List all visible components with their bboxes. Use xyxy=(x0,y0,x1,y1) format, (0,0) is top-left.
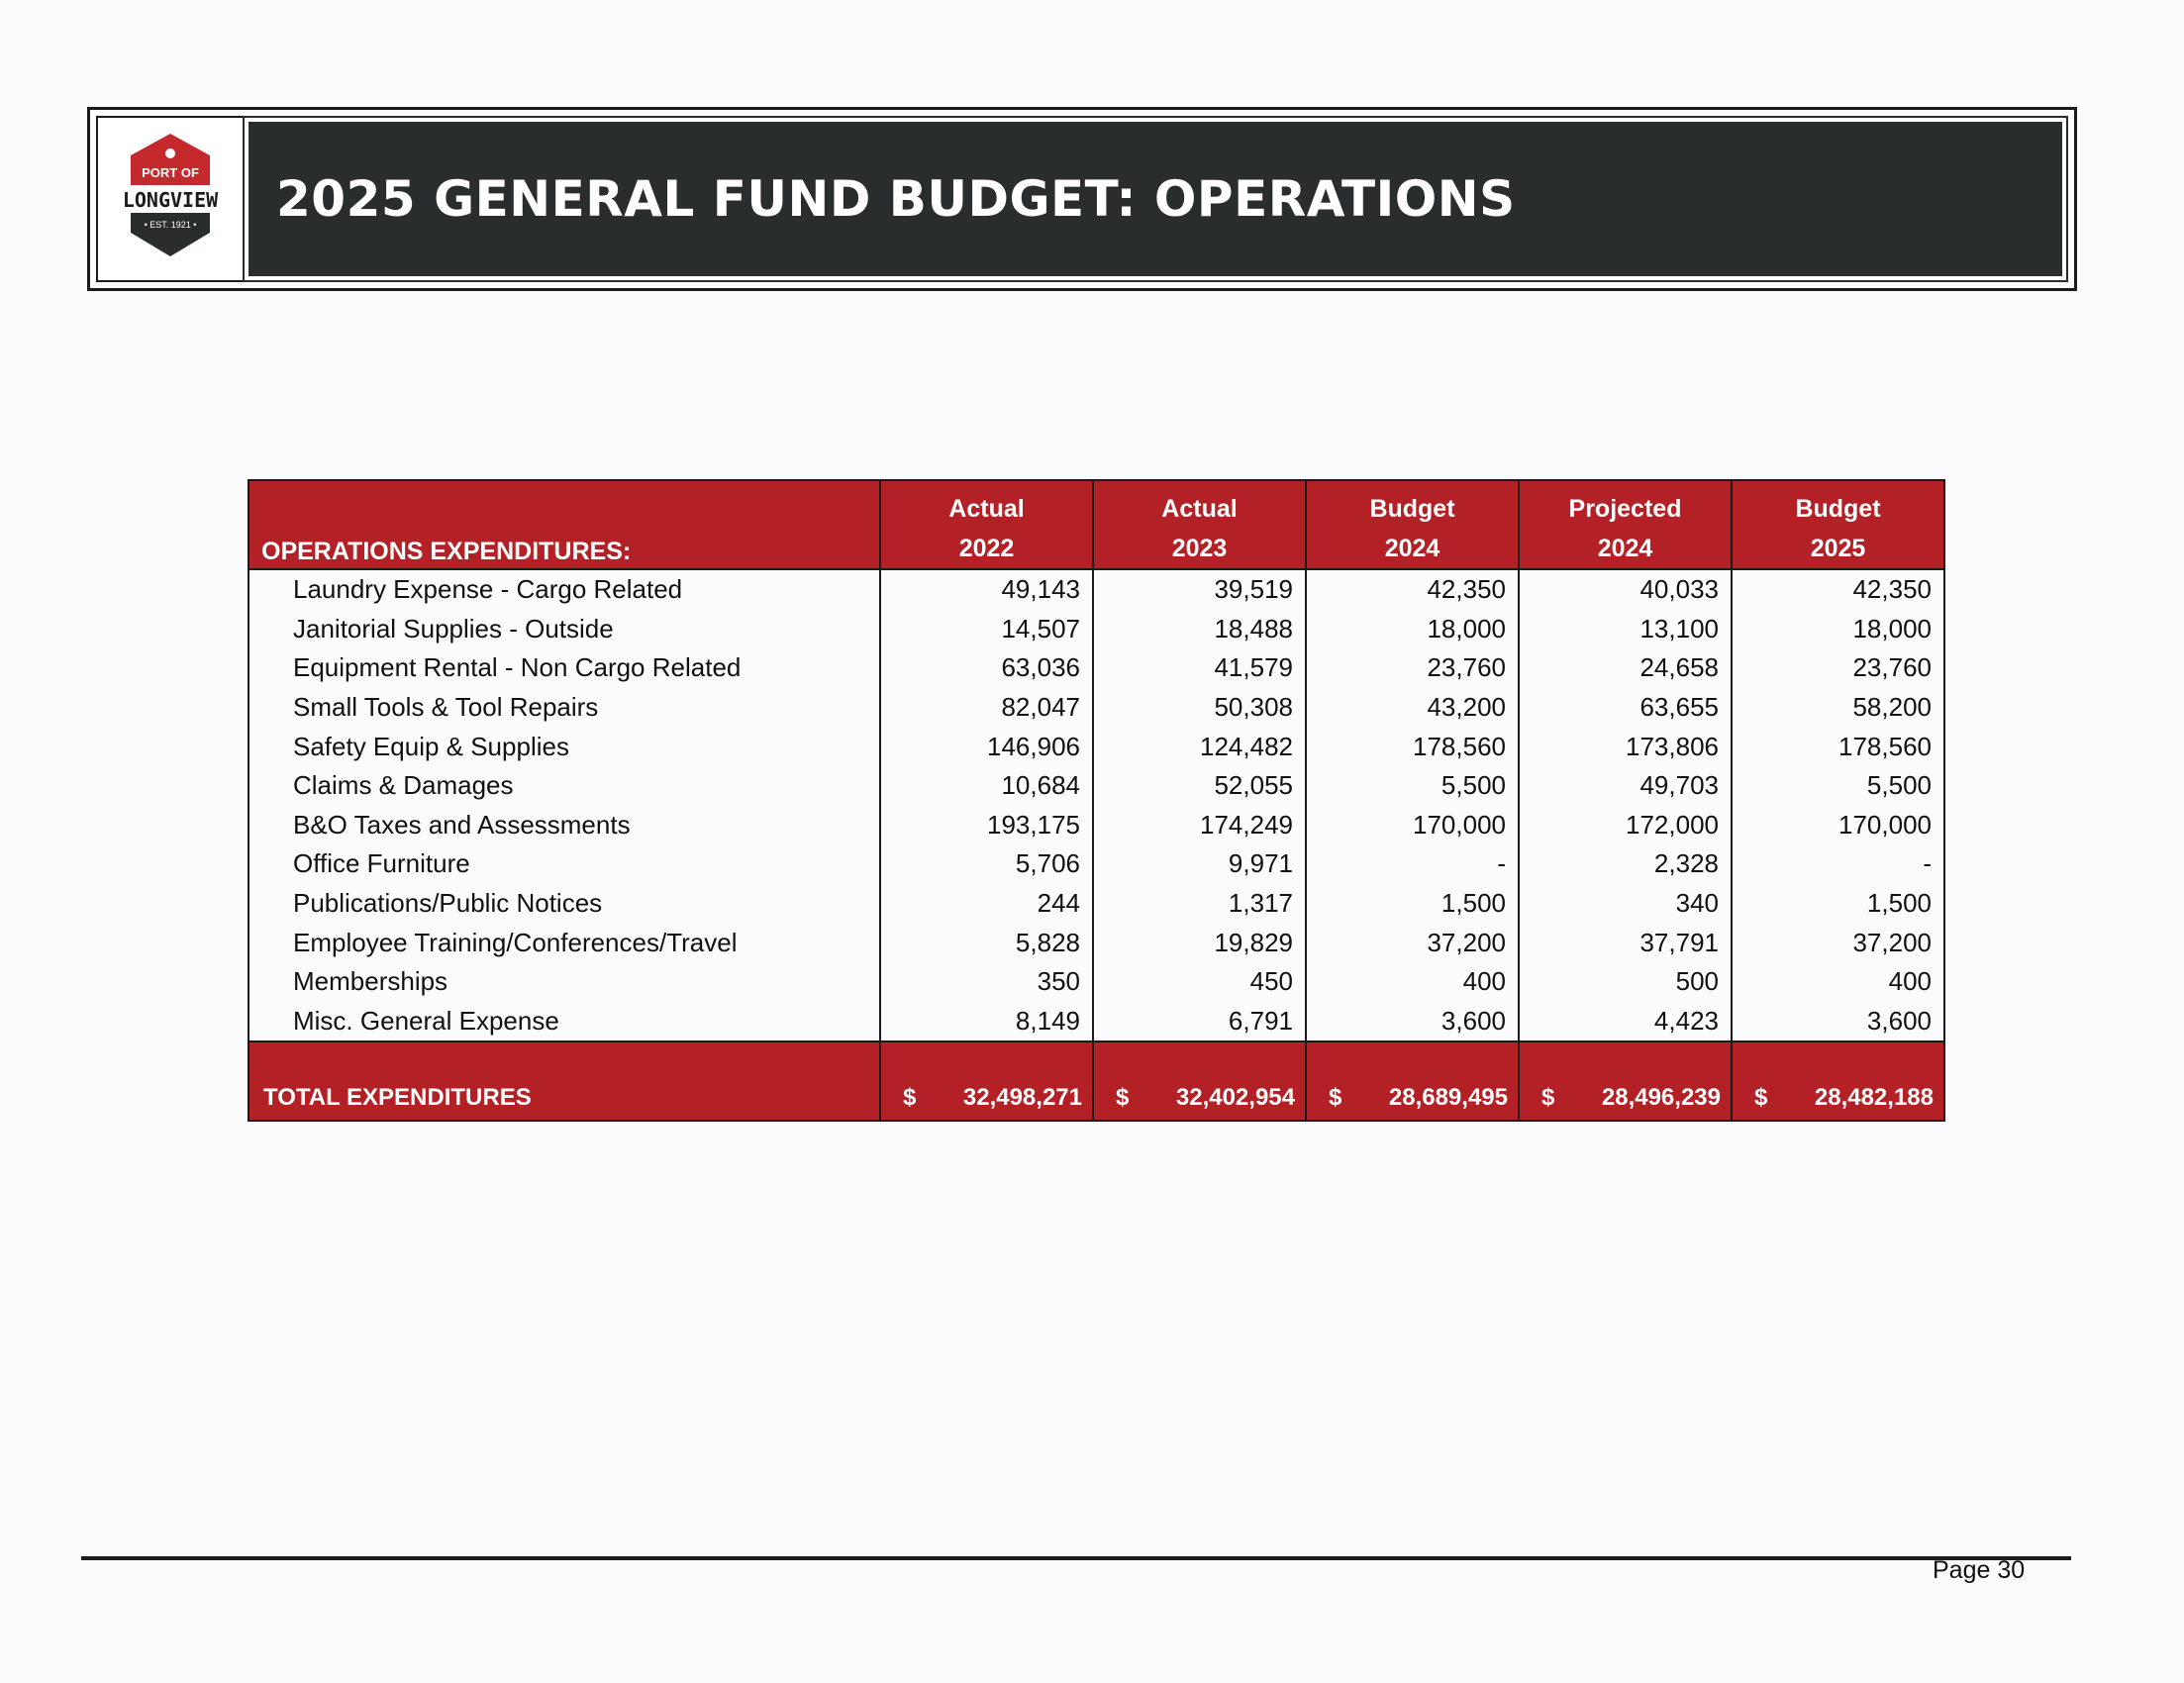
table-row xyxy=(248,1002,1944,1042)
cell-value: 50,308 xyxy=(1093,688,1306,728)
logo-text-longview: LONGVIEW xyxy=(122,188,219,212)
currency-symbol: $ xyxy=(1541,1084,1555,1112)
cell-value: 41,579 xyxy=(1093,648,1306,688)
cell-value: 170,000 xyxy=(1732,806,1944,845)
cell-value: - xyxy=(1732,844,1944,884)
cell-value: 400 xyxy=(1732,962,1944,1002)
table-row xyxy=(248,962,1944,1002)
currency-symbol: $ xyxy=(1329,1084,1342,1112)
cell-value: 37,200 xyxy=(1306,923,1519,962)
cell-value: 5,706 xyxy=(880,844,1093,884)
total-label: TOTAL EXPENDITURES xyxy=(248,1041,880,1121)
total-value-projected-2024: $ 28,496,239 xyxy=(1519,1041,1732,1121)
cell-value: 42,350 xyxy=(1732,569,1944,610)
cell-value: 43,200 xyxy=(1306,688,1519,728)
table-row xyxy=(248,923,1944,962)
cell-value: 500 xyxy=(1519,962,1732,1002)
cell-value: 6,791 xyxy=(1093,1002,1306,1042)
cell-value: 146,906 xyxy=(880,727,1093,766)
operations-expenditures-table xyxy=(248,479,1945,1122)
cell-value: 340 xyxy=(1519,884,1732,924)
table-row xyxy=(248,688,1944,728)
column-header-budget-2025: Budget 2025 xyxy=(1732,480,1944,569)
table-header-row xyxy=(248,480,1944,569)
cell-value: 8,149 xyxy=(880,1002,1093,1042)
page-title: 2025 GENERAL FUND BUDGET: OPERATIONS xyxy=(276,170,1516,228)
row-label: Employee Training/Conferences/Travel xyxy=(248,923,880,962)
page-number: Page 30 xyxy=(1933,1556,2026,1584)
row-label: Safety Equip & Supplies xyxy=(248,727,880,766)
column-header-projected-2024: Projected 2024 xyxy=(1519,480,1732,569)
cell-value: 2,328 xyxy=(1519,844,1732,884)
cell-value: 5,828 xyxy=(880,923,1093,962)
cell-value: 178,560 xyxy=(1732,727,1944,766)
cell-value: 4,423 xyxy=(1519,1002,1732,1042)
row-label: Misc. General Expense xyxy=(248,1002,880,1042)
cell-value: 400 xyxy=(1306,962,1519,1002)
total-value-budget-2024: $ 28,689,495 xyxy=(1306,1041,1519,1121)
total-value-actual-2023: $ 32,402,954 xyxy=(1093,1041,1306,1121)
cell-value: 9,971 xyxy=(1093,844,1306,884)
cell-value: 63,036 xyxy=(880,648,1093,688)
total-value-actual-2022: $ 32,498,271 xyxy=(880,1041,1093,1121)
row-label: Equipment Rental - Non Cargo Related xyxy=(248,648,880,688)
cell-value: 63,655 xyxy=(1519,688,1732,728)
cell-value: 82,047 xyxy=(880,688,1093,728)
header-banner xyxy=(87,107,2077,291)
cell-value: 172,000 xyxy=(1519,806,1732,845)
table-row xyxy=(248,766,1944,806)
row-label: Claims & Damages xyxy=(248,766,880,806)
cell-value: 37,200 xyxy=(1732,923,1944,962)
cell-value: 350 xyxy=(880,962,1093,1002)
footer-divider xyxy=(81,1556,2071,1560)
row-label: Laundry Expense - Cargo Related xyxy=(248,569,880,610)
cell-value: 37,791 xyxy=(1519,923,1732,962)
cell-value: 10,684 xyxy=(880,766,1093,806)
row-label: Janitorial Supplies - Outside xyxy=(248,610,880,649)
logo-text-port-of: PORT OF xyxy=(142,165,199,180)
cell-value: 39,519 xyxy=(1093,569,1306,610)
cell-value: 13,100 xyxy=(1519,610,1732,649)
currency-symbol: $ xyxy=(903,1084,917,1112)
table-row xyxy=(248,610,1944,649)
total-value-budget-2025: $ 28,482,188 xyxy=(1732,1041,1944,1121)
total-row xyxy=(248,1041,1944,1121)
cell-value: 18,000 xyxy=(1306,610,1519,649)
cell-value: 1,500 xyxy=(1306,884,1519,924)
currency-symbol: $ xyxy=(1116,1084,1130,1112)
port-of-longview-logo xyxy=(98,118,245,280)
table-row xyxy=(248,648,1944,688)
currency-symbol: $ xyxy=(1754,1084,1768,1112)
table-row xyxy=(248,884,1944,924)
cell-value: 124,482 xyxy=(1093,727,1306,766)
cell-value: 58,200 xyxy=(1732,688,1944,728)
logo-badge-icon xyxy=(107,130,234,268)
title-bar xyxy=(245,118,2066,280)
cell-value: 18,000 xyxy=(1732,610,1944,649)
cell-value: 174,249 xyxy=(1093,806,1306,845)
column-header-actual-2023: Actual 2023 xyxy=(1093,480,1306,569)
cell-value: 1,500 xyxy=(1732,884,1944,924)
cell-value: 193,175 xyxy=(880,806,1093,845)
table-row xyxy=(248,727,1944,766)
cell-value: 19,829 xyxy=(1093,923,1306,962)
row-label: Small Tools & Tool Repairs xyxy=(248,688,880,728)
cell-value: 5,500 xyxy=(1306,766,1519,806)
cell-value: 23,760 xyxy=(1306,648,1519,688)
table-row xyxy=(248,569,1944,610)
operations-expenditures-header: OPERATIONS EXPENDITURES: xyxy=(248,480,880,569)
cell-value: 14,507 xyxy=(880,610,1093,649)
table-row xyxy=(248,806,1944,845)
logo-text-established: • EST. 1921 • xyxy=(144,220,197,230)
cell-value: 3,600 xyxy=(1306,1002,1519,1042)
table-row xyxy=(248,844,1944,884)
operations-table-container xyxy=(248,479,1944,1122)
cell-value: 173,806 xyxy=(1519,727,1732,766)
cell-value: 3,600 xyxy=(1732,1002,1944,1042)
cell-value: - xyxy=(1306,844,1519,884)
cell-value: 42,350 xyxy=(1306,569,1519,610)
cell-value: 244 xyxy=(880,884,1093,924)
cell-value: 23,760 xyxy=(1732,648,1944,688)
row-label: B&O Taxes and Assessments xyxy=(248,806,880,845)
row-label: Office Furniture xyxy=(248,844,880,884)
header-banner-inner xyxy=(96,116,2068,282)
row-label: Publications/Public Notices xyxy=(248,884,880,924)
row-label: Memberships xyxy=(248,962,880,1002)
cell-value: 24,658 xyxy=(1519,648,1732,688)
cell-value: 5,500 xyxy=(1732,766,1944,806)
cell-value: 49,143 xyxy=(880,569,1093,610)
cell-value: 49,703 xyxy=(1519,766,1732,806)
cell-value: 170,000 xyxy=(1306,806,1519,845)
cell-value: 18,488 xyxy=(1093,610,1306,649)
cell-value: 178,560 xyxy=(1306,727,1519,766)
column-header-budget-2024: Budget 2024 xyxy=(1306,480,1519,569)
cell-value: 52,055 xyxy=(1093,766,1306,806)
column-header-actual-2022: Actual 2022 xyxy=(880,480,1093,569)
cell-value: 1,317 xyxy=(1093,884,1306,924)
cell-value: 40,033 xyxy=(1519,569,1732,610)
cell-value: 450 xyxy=(1093,962,1306,1002)
